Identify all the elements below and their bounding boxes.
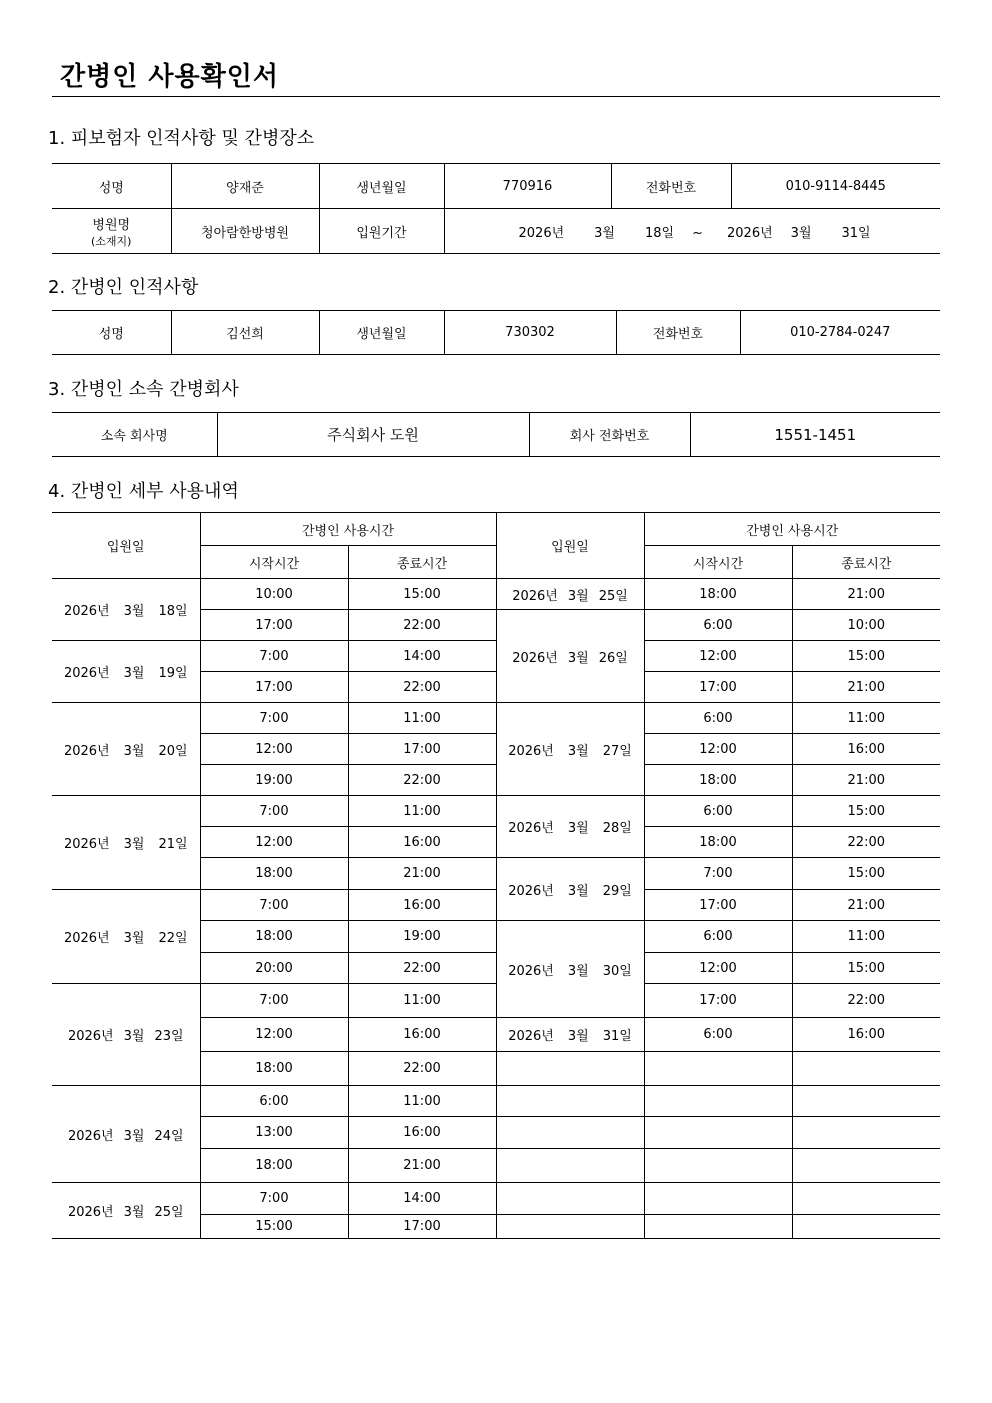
left-end: 16:00 xyxy=(348,1117,496,1149)
right-start-header: 시작시간 xyxy=(644,546,792,579)
left-start: 18:00 xyxy=(200,921,348,953)
empty-cell xyxy=(792,1052,940,1086)
date-year: 2026년 xyxy=(63,743,110,759)
left-end: 22:00 xyxy=(348,672,496,703)
left-end: 14:00 xyxy=(348,641,496,672)
right-start: 6:00 xyxy=(644,610,792,641)
date-cell-26 xyxy=(496,610,644,703)
date-month: 3월 xyxy=(123,931,145,946)
date-month: 3월 xyxy=(567,743,589,759)
caregiver-birth-label: 생년월일 xyxy=(319,311,444,355)
left-end: 16:00 xyxy=(348,890,496,921)
left-start: 12:00 xyxy=(200,734,348,765)
empty-cell xyxy=(792,1183,940,1215)
left-start: 18:00 xyxy=(200,858,348,890)
left-start: 7:00 xyxy=(200,984,348,1018)
caregiver-table xyxy=(52,310,940,355)
company-table xyxy=(52,412,940,457)
insured-table xyxy=(52,163,940,254)
left-start: 7:00 xyxy=(200,641,348,672)
empty-cell xyxy=(792,1215,940,1239)
left-start: 18:00 xyxy=(200,1052,348,1086)
date-cell-18 xyxy=(52,579,200,641)
left-start: 19:00 xyxy=(200,765,348,796)
right-start: 7:00 xyxy=(644,858,792,890)
left-start-header: 시작시간 xyxy=(200,546,348,579)
left-start: 12:00 xyxy=(200,1018,348,1052)
left-start: 13:00 xyxy=(200,1117,348,1149)
date-day: 20일 xyxy=(158,743,188,759)
right-start: 6:00 xyxy=(644,921,792,953)
date-month: 3월 xyxy=(567,821,589,836)
right-end: 22:00 xyxy=(792,827,940,858)
left-end: 15:00 xyxy=(348,579,496,610)
right-start: 6:00 xyxy=(644,703,792,734)
date-month: 3월 xyxy=(567,588,589,604)
hospital-label: 병원명 xyxy=(92,217,131,233)
left-end: 11:00 xyxy=(348,984,496,1018)
date-month: 3월 xyxy=(567,1029,589,1044)
date-month: 3월 xyxy=(123,837,145,852)
left-end: 22:00 xyxy=(348,953,496,984)
left-end: 16:00 xyxy=(348,827,496,858)
date-month: 3월 xyxy=(123,1128,145,1144)
right-end: 21:00 xyxy=(792,765,940,796)
date-month: 3월 xyxy=(567,883,589,899)
date-year: 2026년 xyxy=(63,931,110,946)
date-day: 27일 xyxy=(602,743,632,759)
empty-cell xyxy=(644,1052,792,1086)
date-year: 2026년 xyxy=(63,837,110,852)
date-year: 2026년 xyxy=(67,1205,114,1220)
admission-period xyxy=(444,209,940,254)
right-start: 18:00 xyxy=(644,827,792,858)
right-end: 15:00 xyxy=(792,796,940,827)
right-start: 18:00 xyxy=(644,579,792,610)
right-end: 15:00 xyxy=(792,953,940,984)
empty-cell xyxy=(792,1117,940,1149)
left-end: 14:00 xyxy=(348,1183,496,1215)
left-end: 22:00 xyxy=(348,610,496,641)
empty-cell xyxy=(644,1117,792,1149)
left-end: 19:00 xyxy=(348,921,496,953)
left-start: 20:00 xyxy=(200,953,348,984)
date-month: 3월 xyxy=(123,666,145,681)
date-cell-31 xyxy=(496,1018,644,1052)
section-4-heading: 4. 간병인 세부 사용내역 xyxy=(48,481,239,502)
insured-name: 양재준 xyxy=(171,164,319,209)
right-time-header: 간병인 사용시간 xyxy=(644,513,940,546)
left-end: 17:00 xyxy=(348,1215,496,1239)
right-end: 10:00 xyxy=(792,610,940,641)
left-end: 16:00 xyxy=(348,1018,496,1052)
date-month: 3월 xyxy=(123,743,145,759)
date-year: 2026년 xyxy=(512,650,558,666)
right-date-header: 입원일 xyxy=(496,513,644,579)
section-1-heading: 1. 피보험자 인적사항 및 간병장소 xyxy=(48,128,315,149)
left-start: 17:00 xyxy=(200,672,348,703)
date-day: 18일 xyxy=(158,604,188,619)
right-start: 12:00 xyxy=(644,641,792,672)
date-cell-21 xyxy=(52,796,200,890)
date-day: 29일 xyxy=(602,883,632,899)
left-end: 11:00 xyxy=(348,796,496,827)
right-end: 16:00 xyxy=(792,734,940,765)
date-year: 2026년 xyxy=(508,821,554,836)
caregiver-name: 김선희 xyxy=(171,311,319,355)
empty-cell xyxy=(644,1215,792,1239)
empty-cell xyxy=(644,1183,792,1215)
right-start: 17:00 xyxy=(644,984,792,1018)
empty-cell xyxy=(496,1086,644,1117)
insured-phone: 010-9114-8445 xyxy=(731,164,940,209)
date-year: 2026년 xyxy=(508,883,554,899)
left-end: 21:00 xyxy=(348,1149,496,1183)
left-end: 17:00 xyxy=(348,734,496,765)
date-day: 26일 xyxy=(598,650,628,666)
date-cell-19 xyxy=(52,641,200,703)
left-start: 17:00 xyxy=(200,610,348,641)
right-start: 12:00 xyxy=(644,953,792,984)
right-start: 12:00 xyxy=(644,734,792,765)
empty-cell xyxy=(792,1086,940,1117)
title-divider xyxy=(52,96,940,97)
left-start: 7:00 xyxy=(200,890,348,921)
right-end: 22:00 xyxy=(792,984,940,1018)
company-name: 주식회사 도원 xyxy=(217,413,529,457)
date-day: 28일 xyxy=(602,821,632,836)
right-start: 18:00 xyxy=(644,765,792,796)
right-end: 16:00 xyxy=(792,1018,940,1052)
date-cell-30 xyxy=(496,921,644,1018)
left-time-header: 간병인 사용시간 xyxy=(200,513,496,546)
right-end-header: 종료시간 xyxy=(792,546,940,579)
left-start: 6:00 xyxy=(200,1086,348,1117)
empty-cell xyxy=(496,1149,644,1183)
right-start: 17:00 xyxy=(644,890,792,921)
right-end: 21:00 xyxy=(792,672,940,703)
caregiver-phone-label: 전화번호 xyxy=(616,311,740,355)
empty-cell xyxy=(496,1183,644,1215)
date-month: 3월 xyxy=(123,1029,145,1044)
date-day: 23일 xyxy=(154,1029,184,1044)
caregiver-name-label: 성명 xyxy=(52,311,171,355)
left-start: 12:00 xyxy=(200,827,348,858)
date-day: 31일 xyxy=(602,1029,632,1044)
insured-name-label: 성명 xyxy=(52,164,171,209)
period-from-year: 2026년 xyxy=(518,225,565,241)
date-day: 25일 xyxy=(598,588,628,604)
period-tilde: ~ xyxy=(692,225,704,241)
usage-table xyxy=(52,512,940,1239)
date-month: 3월 xyxy=(567,650,589,666)
section-3-heading: 3. 간병인 소속 간병회사 xyxy=(48,379,239,400)
insured-birth-label: 생년월일 xyxy=(319,164,444,209)
right-end: 21:00 xyxy=(792,890,940,921)
left-start: 7:00 xyxy=(200,703,348,734)
hospital-label-cell xyxy=(52,209,171,254)
date-day: 21일 xyxy=(158,837,188,852)
date-day: 25일 xyxy=(154,1205,184,1220)
right-start: 6:00 xyxy=(644,1018,792,1052)
company-name-label: 소속 회사명 xyxy=(52,413,217,457)
date-day: 22일 xyxy=(158,931,188,946)
empty-cell xyxy=(496,1052,644,1086)
insured-birth: 770916 xyxy=(444,164,611,209)
period-label: 입원기간 xyxy=(319,209,444,254)
date-year: 2026년 xyxy=(508,743,554,759)
date-year: 2026년 xyxy=(67,1128,114,1144)
period-to-year: 2026년 xyxy=(727,225,773,241)
right-end: 11:00 xyxy=(792,921,940,953)
left-end: 22:00 xyxy=(348,1052,496,1086)
date-cell-20 xyxy=(52,703,200,796)
company-phone: 1551-1451 xyxy=(690,413,940,457)
insured-phone-label: 전화번호 xyxy=(611,164,731,209)
empty-cell xyxy=(792,1149,940,1183)
date-month: 3월 xyxy=(123,1205,145,1220)
caregiver-birth: 730302 xyxy=(444,311,616,355)
period-from-month: 3월 xyxy=(594,225,615,241)
hospital-name: 청아람한방병원 xyxy=(171,209,319,254)
period-to-month: 3월 xyxy=(790,225,812,241)
date-cell-22 xyxy=(52,890,200,984)
date-cell-28 xyxy=(496,796,644,858)
right-start: 6:00 xyxy=(644,796,792,827)
date-cell-29 xyxy=(496,858,644,921)
left-end: 11:00 xyxy=(348,703,496,734)
left-end: 21:00 xyxy=(348,858,496,890)
date-cell-24 xyxy=(52,1086,200,1183)
empty-cell xyxy=(644,1149,792,1183)
period-to-day: 31일 xyxy=(841,225,871,241)
date-year: 2026년 xyxy=(508,1029,554,1044)
date-month: 3월 xyxy=(123,604,145,619)
date-year: 2026년 xyxy=(67,1029,114,1044)
left-start: 15:00 xyxy=(200,1215,348,1239)
date-cell-25 xyxy=(52,1183,200,1239)
left-start: 7:00 xyxy=(200,1183,348,1215)
date-year: 2026년 xyxy=(512,588,558,604)
empty-cell xyxy=(496,1117,644,1149)
caregiver-phone: 010-2784-0247 xyxy=(740,311,940,355)
section-2-heading: 2. 간병인 인적사항 xyxy=(48,277,199,298)
date-cell-23 xyxy=(52,984,200,1086)
right-start: 17:00 xyxy=(644,672,792,703)
document-title: 간병인 사용확인서 xyxy=(60,62,279,92)
left-end: 22:00 xyxy=(348,765,496,796)
right-end: 21:00 xyxy=(792,579,940,610)
left-start: 18:00 xyxy=(200,1149,348,1183)
left-date-header: 입원일 xyxy=(52,513,200,579)
date-day: 24일 xyxy=(154,1128,184,1144)
right-end: 15:00 xyxy=(792,858,940,890)
period-from-day: 18일 xyxy=(645,225,675,241)
date-cell-27 xyxy=(496,703,644,796)
left-end: 11:00 xyxy=(348,1086,496,1117)
company-phone-label: 회사 전화번호 xyxy=(529,413,690,457)
date-day: 30일 xyxy=(602,963,632,979)
left-start: 7:00 xyxy=(200,796,348,827)
empty-cell xyxy=(496,1215,644,1239)
right-end: 15:00 xyxy=(792,641,940,672)
date-cell-25-right xyxy=(496,579,644,610)
date-month: 3월 xyxy=(567,963,589,979)
date-year: 2026년 xyxy=(63,666,110,681)
date-year: 2026년 xyxy=(508,963,554,979)
left-end-header: 종료시간 xyxy=(348,546,496,579)
right-end: 11:00 xyxy=(792,703,940,734)
date-day: 19일 xyxy=(158,666,188,681)
date-year: 2026년 xyxy=(63,604,110,619)
empty-cell xyxy=(644,1086,792,1117)
left-start: 10:00 xyxy=(200,579,348,610)
hospital-sublabel: (소재지) xyxy=(91,234,132,248)
